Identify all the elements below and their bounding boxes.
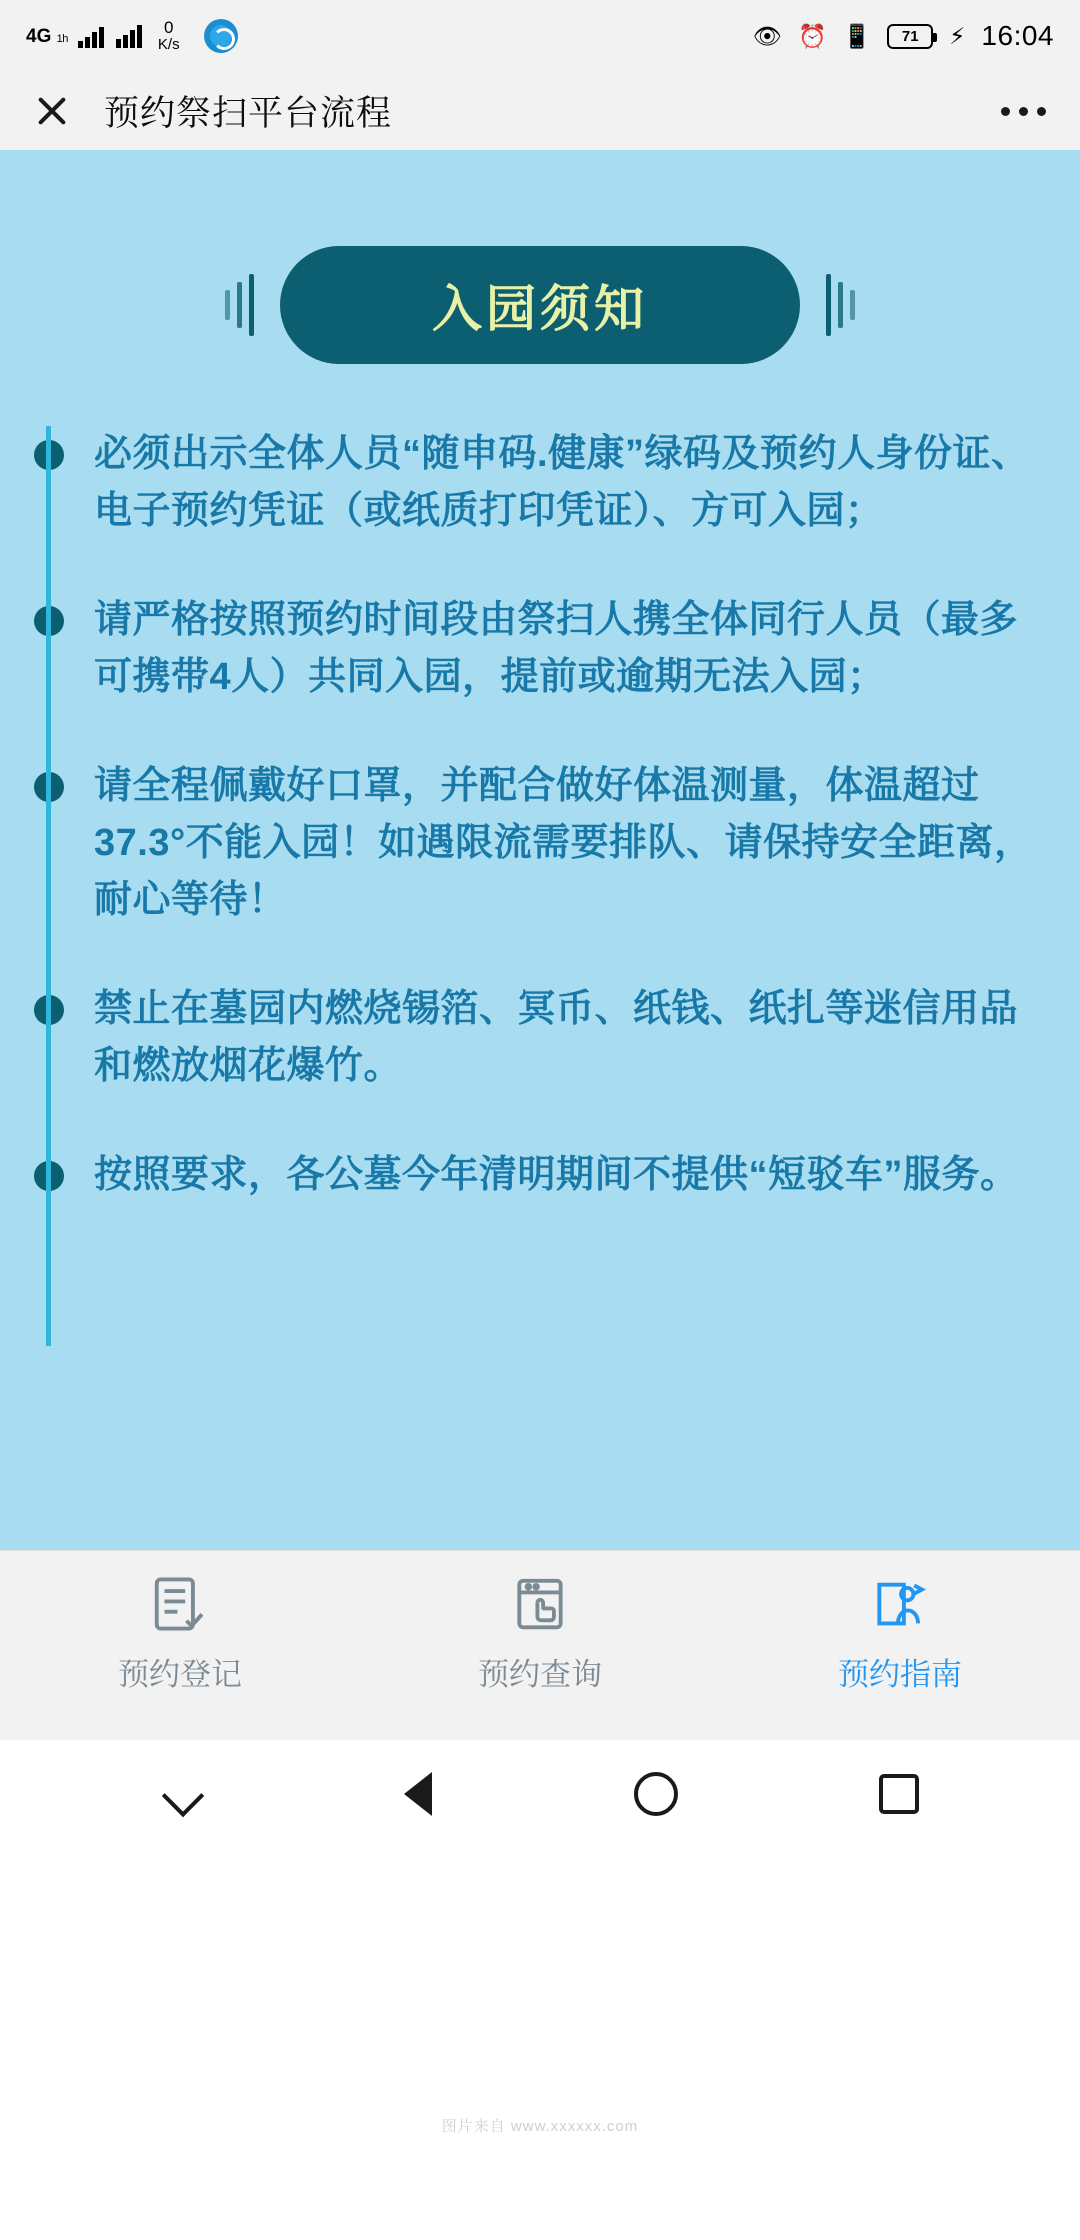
list-item bbox=[46, 592, 1040, 706]
list-item bbox=[46, 1147, 1040, 1204]
watermark-label: 图片来自 www.xxxxxx.com bbox=[441, 2118, 639, 2135]
chevron-down-icon[interactable] bbox=[161, 1773, 203, 1815]
battery-icon bbox=[887, 24, 933, 49]
more-options-icon[interactable] bbox=[1001, 107, 1046, 116]
tab-guide[interactable] bbox=[720, 1573, 1080, 1694]
notice-list bbox=[0, 426, 1080, 1204]
recents-square-icon[interactable] bbox=[879, 1774, 919, 1814]
notice-text: 禁止在墓园内燃烧锡箔、冥币、纸钱、纸扎等迷信用品和燃放烟花爆竹。 bbox=[94, 988, 1019, 1087]
registration-form-icon bbox=[149, 1573, 211, 1635]
system-navigation-bar bbox=[0, 1740, 1080, 1848]
tab-registration[interactable] bbox=[0, 1573, 360, 1694]
query-clipboard-icon bbox=[509, 1573, 571, 1635]
network-speed-indicator bbox=[158, 19, 180, 53]
bottom-tab-bar bbox=[0, 1550, 1080, 1740]
browser-icon bbox=[204, 19, 238, 53]
status-bar bbox=[0, 0, 1080, 72]
list-item bbox=[46, 981, 1040, 1095]
signal-strength-secondary-icon bbox=[116, 24, 142, 48]
eye-icon: 👁 bbox=[752, 22, 782, 49]
notice-text: 必须出示全体人员“随申码.健康”绿码及预约人身份证、电子预约凭证（或纸质打印凭证）、方可入园； bbox=[94, 433, 1030, 532]
tab-registration-label: 预约登记 bbox=[118, 1657, 242, 1692]
notice-text: 请全程佩戴好口罩，并配合做好体温测量，体温超过37.3°不能入园！如遇限流需要排队、请保持安全距离，耐心等待！ bbox=[94, 765, 1033, 921]
notice-text: 按照要求，各公墓今年清明期间不提供“短驳车”服务。 bbox=[94, 1154, 1019, 1196]
vibrate-icon: 📱 bbox=[842, 22, 872, 49]
banner-left-ticks-icon bbox=[225, 274, 254, 336]
back-triangle-icon[interactable] bbox=[404, 1772, 432, 1816]
guide-person-icon bbox=[869, 1573, 931, 1635]
list-item bbox=[46, 758, 1040, 929]
banner-row bbox=[0, 150, 1080, 364]
page-title: 预约祭扫平台流程 bbox=[104, 94, 393, 133]
tab-query-label: 预约查询 bbox=[478, 1657, 602, 1692]
notice-content-area bbox=[0, 150, 1080, 1550]
battery-percent-label: 71 bbox=[901, 27, 919, 45]
charging-icon: ⚡ bbox=[949, 22, 966, 49]
title-bar bbox=[0, 72, 1080, 150]
tab-guide-label: 预约指南 bbox=[838, 1657, 962, 1692]
status-bar-left bbox=[26, 19, 238, 53]
notice-text: 请严格按照预约时间段由祭扫人携全体同行人员（最多可携带4人）共同入园，提前或逾期无法入园； bbox=[94, 599, 1019, 698]
close-icon[interactable] bbox=[34, 93, 70, 129]
home-circle-icon[interactable] bbox=[634, 1772, 678, 1816]
network-sub-label: 1h bbox=[56, 32, 68, 45]
status-bar-right bbox=[753, 20, 1054, 52]
clock-label: 16:04 bbox=[981, 20, 1054, 51]
network-speed-value: 0 bbox=[164, 18, 174, 38]
banner-title-pill bbox=[280, 246, 800, 364]
network-speed-unit: K/s bbox=[157, 36, 180, 54]
banner-right-ticks-icon bbox=[826, 274, 855, 336]
network-type-indicator bbox=[26, 27, 68, 46]
signal-strength-icon bbox=[78, 24, 104, 48]
list-item bbox=[46, 426, 1040, 540]
network-type-label: 4G bbox=[26, 25, 52, 47]
banner-title-label: 入园须知 bbox=[432, 281, 648, 337]
timeline-line bbox=[46, 426, 51, 1346]
alarm-icon: ⏰ bbox=[797, 22, 827, 49]
tab-query[interactable] bbox=[360, 1573, 720, 1694]
